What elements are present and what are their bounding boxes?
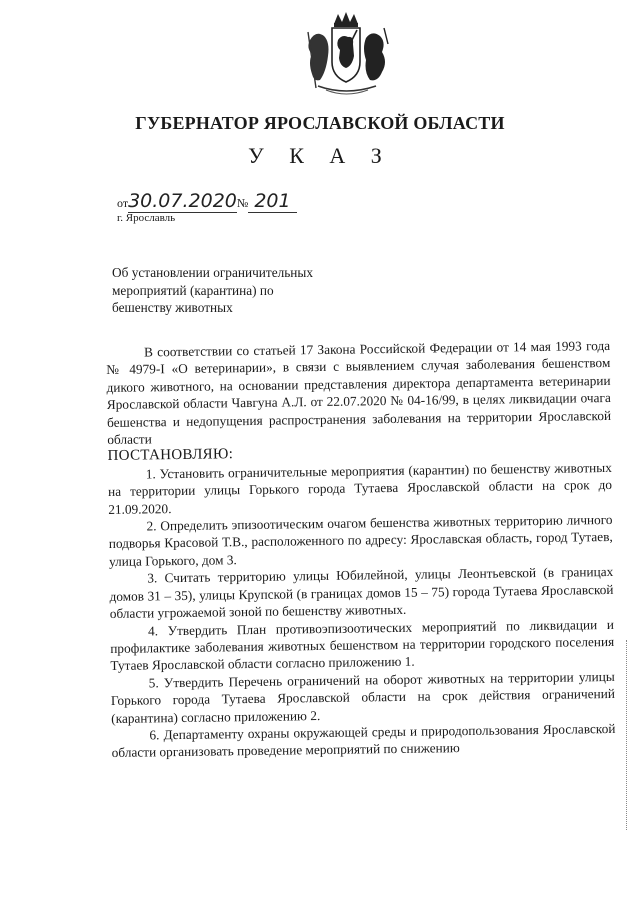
document-subject [112, 264, 372, 317]
clause-3: 3. Считать территорию улицы Юбилейной, улицы Леонтьевской (в границах домов 31 – 35), улицы Крупской (в границах домов 15 – 75) города Тутаева Ярославской области угрожаемой зоной по бешенству животных. [109, 564, 614, 622]
number-prefix: № [236, 196, 249, 210]
subject-line: бешенству животных [112, 300, 233, 315]
city: г. Ярославль [117, 212, 176, 224]
resolve-heading: ПОСТАНОВЛЯЮ: [107, 446, 234, 465]
issuer-title: ГУБЕРНАТОР ЯРОСЛАВСКОЙ ОБЛАСТИ [135, 113, 505, 133]
date-prefix: от [117, 196, 129, 210]
document-body [106, 337, 616, 762]
document-type: У К А З [248, 143, 392, 168]
clause-5: 5. Утвердить Перечень ограничений на оборот животных на территории улицы Горького города Тутаева Ярославской области на срок действия ограничений (карантина) согласно приложению 2. [110, 668, 616, 726]
date-value: 30.07.2020 [128, 190, 237, 212]
subject-line: Об установлении ограничительных [112, 265, 313, 280]
clause-2: 2. Определить эпизоотическим очагом бешенства животных территорию личного подворья Красовой Т.В., расположенного по адресу: Ярославская область, город Тутаев, улица Горького, дом 3. [108, 512, 613, 569]
subject-line: мероприятий (карантина) по [112, 282, 274, 298]
clause-4: 4. Утвердить План противоэпизоотических мероприятий по ликвидации и профилактике заболевания животных бешенством на территории городского поселения Тутаев Ярославской области согласно приложению 1. [110, 616, 615, 674]
number-value: 201 [248, 190, 296, 213]
scan-edge-mark [626, 640, 628, 830]
date-number-line [117, 190, 297, 213]
preamble: В соответствии со статьей 17 Закона Российской Федерации от 14 мая 1993 года № 4979-I «О ветеринарии», в связи с выявлением случая заболевания бешенством дикого животного, на основании представления директора департамента ветеринарии Ярославской области Чавгуна А.Л. от 22.07.2020 № 04-16/99, в целях ликвидации очага бешенства и недопущения распространения заболевания на территории Ярославской области [106, 337, 612, 448]
clause-6: 6. Департаменту охраны окружающей среды и природопользования Ярославской области организовать проведение мероприятий по снижению [111, 720, 616, 761]
coat-of-arms-icon [296, 10, 396, 100]
clause-1: 1. Установить ограничительные мероприятия (карантин) по бешенству животных на территории улицы Горького города Тутаева Ярославской области на срок до 21.09.2020. [107, 459, 613, 517]
